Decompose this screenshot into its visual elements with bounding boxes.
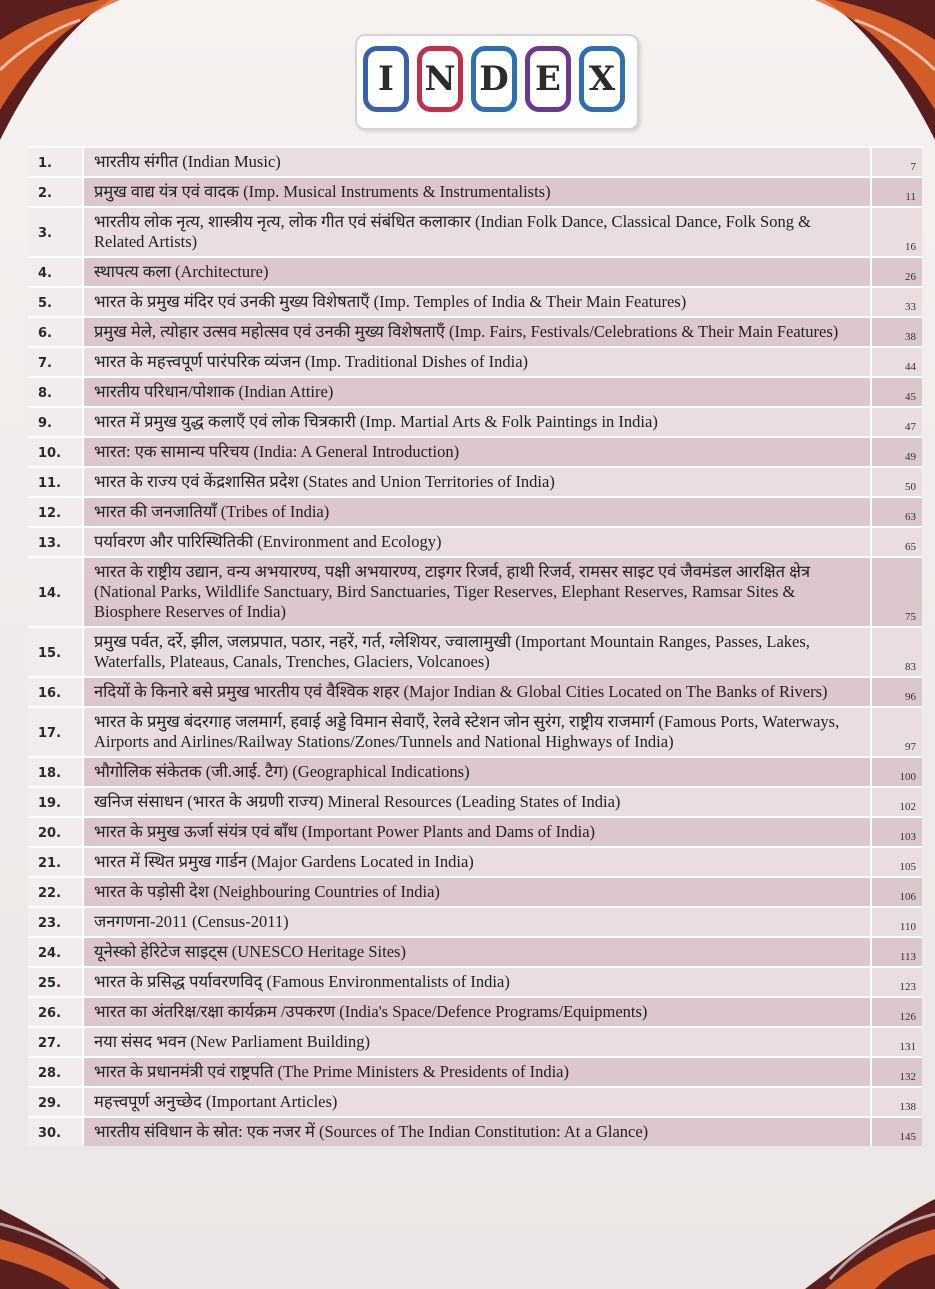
entry-page-number: 83	[870, 628, 922, 676]
entry-page-number: 110	[870, 908, 922, 936]
index-row	[28, 816, 922, 846]
entry-title: भारत के प्रमुख मंदिर एवं उनकी मुख्य विशेषताएँ (Imp. Temples of India & Their Main Features)	[94, 292, 687, 311]
entry-number: 26.	[28, 998, 84, 1026]
entry-number: 7.	[28, 348, 84, 376]
index-row	[28, 996, 922, 1026]
entry-number: 20.	[28, 818, 84, 846]
entry-page-number: 65	[870, 528, 922, 556]
index-row	[28, 556, 922, 626]
entry-title: भारत में स्थित प्रमुख गार्डन (Major Gardens Located in India)	[94, 852, 474, 871]
title-letter-x: X	[579, 46, 625, 112]
entry-page-number: 63	[870, 498, 922, 526]
index-row	[28, 1116, 922, 1146]
entry-number: 24.	[28, 938, 84, 966]
entry-page-number: 49	[870, 438, 922, 466]
index-row	[28, 406, 922, 436]
entry-number: 21.	[28, 848, 84, 876]
entry-number: 3.	[28, 208, 84, 256]
bottom-right-corner-decoration	[785, 1169, 935, 1289]
entry-title: भारतीय परिधान/पोशाक (Indian Attire)	[94, 382, 334, 401]
index-row	[28, 786, 922, 816]
entry-number: 25.	[28, 968, 84, 996]
entry-number: 6.	[28, 318, 84, 346]
index-row	[28, 706, 922, 756]
entry-number: 28.	[28, 1058, 84, 1086]
title-letter-i: I	[363, 46, 409, 112]
index-row	[28, 206, 922, 256]
entry-title: भारत का अंतरिक्ष/रक्षा कार्यक्रम /उपकरण (India's Space/Defence Programs/Equipments)	[94, 1002, 648, 1021]
entry-page-number: 45	[870, 378, 922, 406]
entry-title: महत्त्वपूर्ण अनुच्छेद (Important Articles)	[94, 1092, 338, 1111]
entry-number: 5.	[28, 288, 84, 316]
entry-title: भारत में प्रमुख युद्ध कलाएँ एवं लोक चित्रकारी (Imp. Martial Arts & Folk Paintings in India)	[94, 412, 658, 431]
entry-title: प्रमुख पर्वत, दर्रे, झील, जलप्रपात, पठार, नहरें, गर्त, ग्लेशियर, ज्वालामुखी (Important Mountain Ranges, Passes, Lakes, Waterfalls, Plateaus, Canals, Trenches, Glaciers, Volcanoes)	[94, 632, 810, 671]
index-row	[28, 496, 922, 526]
entry-page-number: 7	[870, 148, 922, 176]
entry-page-number: 96	[870, 678, 922, 706]
entry-number: 16.	[28, 678, 84, 706]
entry-number: 12.	[28, 498, 84, 526]
index-row	[28, 626, 922, 676]
entry-page-number: 131	[870, 1028, 922, 1056]
index-row	[28, 256, 922, 286]
entry-title: जनगणना-2011 (Census-2011)	[94, 912, 289, 931]
entry-number: 19.	[28, 788, 84, 816]
entry-page-number: 102	[870, 788, 922, 816]
index-row	[28, 876, 922, 906]
title-letter-n: N	[417, 46, 463, 112]
entry-page-number: 113	[870, 938, 922, 966]
index-row	[28, 756, 922, 786]
title-letter-e: E	[525, 46, 571, 112]
entry-title: प्रमुख मेले, त्योहार उत्सव महोत्सव एवं उनकी मुख्य विशेषताएँ (Imp. Fairs, Festivals/Celebrations & Their Main Features)	[94, 322, 839, 341]
entry-title: भारत के राष्ट्रीय उद्यान, वन्य अभयारण्य, पक्षी अभयारण्य, टाइगर रिजर्व, हाथी रिजर्व, रामसर साइट एवं जैवमंडल आरक्षित क्षेत्र (National Parks, Wildlife Sanctuary, Bird Sanctuaries, Tiger Reserves, Elephant Reserves, Ramsar Sites & Biosphere Reserves of India)	[94, 562, 811, 621]
index-row	[28, 846, 922, 876]
index-table	[28, 146, 922, 1146]
entry-title: भारत के प्रमुख बंदरगाह जलमार्ग, हवाई अड्डे विमान सेवाएँ, रेलवे स्टेशन जोन सुरंग, राष्ट्रीय राजमार्ग (Famous Ports, Waterways, Airports and Airlines/Railway Stations/Zones/Tunnels and National Highways of India)	[94, 712, 840, 751]
entry-title: नया संसद भवन (New Parliament Building)	[94, 1032, 371, 1051]
entry-page-number: 145	[870, 1118, 922, 1146]
entry-number: 15.	[28, 628, 84, 676]
entry-number: 17.	[28, 708, 84, 756]
index-row	[28, 676, 922, 706]
entry-number: 29.	[28, 1088, 84, 1116]
entry-number: 11.	[28, 468, 84, 496]
entry-number: 22.	[28, 878, 84, 906]
entry-page-number: 26	[870, 258, 922, 286]
top-left-corner-decoration	[0, 0, 120, 150]
index-row	[28, 1056, 922, 1086]
index-row	[28, 176, 922, 206]
entry-title: खनिज संसाधन (भारत के अग्रणी राज्य) Mineral Resources (Leading States of India)	[94, 792, 621, 811]
entry-page-number: 97	[870, 708, 922, 756]
entry-title: भारत के महत्त्वपूर्ण पारंपरिक व्यंजन (Imp. Traditional Dishes of India)	[94, 352, 529, 371]
entry-title: यूनेस्को हेरिटेज साइट्स (UNESCO Heritage Sites)	[94, 942, 406, 961]
entry-number: 2.	[28, 178, 84, 206]
entry-page-number: 106	[870, 878, 922, 906]
entry-title: भारत के प्रधानमंत्री एवं राष्ट्रपति (The Prime Ministers & Presidents of India)	[94, 1062, 569, 1081]
entry-number: 30.	[28, 1118, 84, 1146]
entry-title: भारत के प्रसिद्ध पर्यावरणविद् (Famous Environmentalists of India)	[94, 972, 510, 991]
entry-title: भारतीय संगीत (Indian Music)	[94, 152, 281, 171]
entry-number: 1.	[28, 148, 84, 176]
entry-number: 14.	[28, 558, 84, 626]
entry-page-number: 44	[870, 348, 922, 376]
entry-page-number: 75	[870, 558, 922, 626]
entry-title: पर्यावरण और पारिस्थितिकी (Environment and Ecology)	[94, 532, 442, 551]
entry-title: स्थापत्य कला (Architecture)	[94, 262, 269, 281]
index-row	[28, 526, 922, 556]
entry-page-number: 50	[870, 468, 922, 496]
entry-number: 27.	[28, 1028, 84, 1056]
entry-number: 10.	[28, 438, 84, 466]
index-row	[28, 316, 922, 346]
index-row	[28, 936, 922, 966]
entry-page-number: 105	[870, 848, 922, 876]
entry-page-number: 100	[870, 758, 922, 786]
entry-page-number: 126	[870, 998, 922, 1026]
entry-page-number: 33	[870, 288, 922, 316]
bottom-left-corner-decoration	[0, 1179, 130, 1289]
entry-title: भारत के पड़ोसी देश (Neighbouring Countries of India)	[94, 882, 440, 901]
index-row	[28, 1026, 922, 1056]
index-row	[28, 146, 922, 176]
entry-page-number: 47	[870, 408, 922, 436]
entry-title: भौगोलिक संकेतक (जी.आई. टैग) (Geographical Indications)	[94, 762, 470, 781]
index-row	[28, 286, 922, 316]
entry-number: 9.	[28, 408, 84, 436]
entry-title: भारत के राज्य एवं केंद्रशासित प्रदेश (States and Union Territories of India)	[94, 472, 555, 491]
index-row	[28, 1086, 922, 1116]
entry-number: 13.	[28, 528, 84, 556]
entry-number: 23.	[28, 908, 84, 936]
entry-page-number: 138	[870, 1088, 922, 1116]
entry-title: नदियों के किनारे बसे प्रमुख भारतीय एवं वैश्विक शहर (Major Indian & Global Cities Located on The Banks of Rivers)	[94, 682, 828, 701]
entry-page-number: 38	[870, 318, 922, 346]
index-row	[28, 376, 922, 406]
index-row	[28, 466, 922, 496]
entry-page-number: 11	[870, 178, 922, 206]
title-letter-d: D	[471, 46, 517, 112]
index-row	[28, 906, 922, 936]
entry-number: 4.	[28, 258, 84, 286]
entry-title: भारत के प्रमुख ऊर्जा संयंत्र एवं बाँध (Important Power Plants and Dams of India)	[94, 822, 596, 841]
top-right-corner-decoration	[815, 0, 935, 150]
entry-number: 8.	[28, 378, 84, 406]
entry-title: भारत: एक सामान्य परिचय (India: A General Introduction)	[94, 442, 460, 461]
entry-title: प्रमुख वाद्य यंत्र एवं वादक (Imp. Musical Instruments & Instrumentalists)	[94, 182, 551, 201]
entry-title: भारतीय लोक नृत्य, शास्त्रीय नृत्य, लोक गीत एवं संबंधित कलाकार (Indian Folk Dance, Classical Dance, Folk Song & Related Artists)	[94, 212, 811, 251]
entry-page-number: 123	[870, 968, 922, 996]
entry-page-number: 103	[870, 818, 922, 846]
entry-page-number: 132	[870, 1058, 922, 1086]
index-row	[28, 346, 922, 376]
entry-title: भारत की जनजातियाँ (Tribes of India)	[94, 502, 330, 521]
index-row	[28, 966, 922, 996]
index-row	[28, 436, 922, 466]
entry-page-number: 16	[870, 208, 922, 256]
index-title-badge	[355, 34, 645, 130]
entry-number: 18.	[28, 758, 84, 786]
entry-title: भारतीय संविधान के स्रोत: एक नजर में (Sources of The Indian Constitution: At a Glance)	[94, 1122, 649, 1141]
